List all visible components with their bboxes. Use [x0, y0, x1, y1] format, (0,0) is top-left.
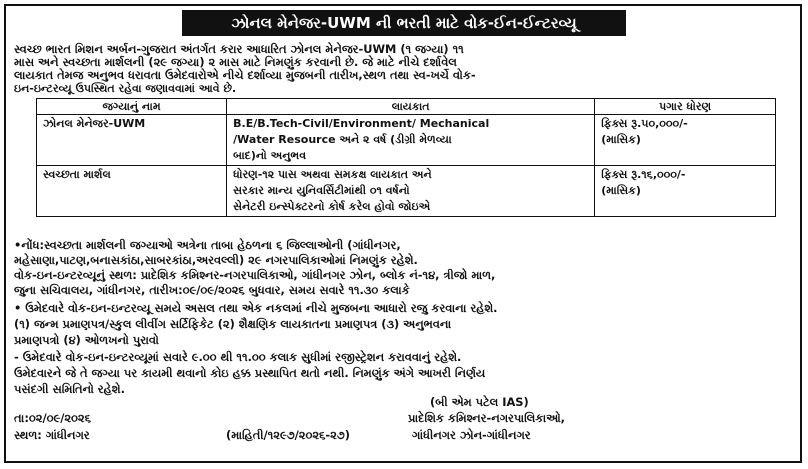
- qualification-line: B.E/B.Tech-Civil/Environment/ Mechanical: [233, 117, 490, 130]
- pay-cell: [595, 166, 776, 217]
- pay-line: ફિક્સ રૂ.૧૬,૦૦૦/-: [601, 168, 686, 181]
- qualification-line: સરકાર માન્ય યુનિવર્સિટીમાંથી ૦૧ વર્ષનો: [233, 184, 410, 197]
- signatory-office: પ્રાદેશિક કમિશ્નર-નગરપાલિકાઓ,: [408, 411, 565, 425]
- intro-line: સ્વચ્છ ભારત મિશન અર્બન-ગુજરાત અંતર્ગત કરાર આધારિત ઝોનલ મેનેજર-UWM (૧ જગ્યા) ૧૧: [14, 42, 464, 56]
- intro-line: લાયકાત તેમજ અનુભવ ધરાવતા ઉમેદવારોએ નીચે દર્શાવ્યા મુજબની તારીખ,સ્થળ તથા સ્વ-ખર્ચે વોક-: [14, 68, 476, 82]
- pay-cell: [595, 115, 776, 166]
- notice-place: સ્થળ: ગાંધીનગર: [14, 428, 90, 442]
- notice-reference: (માહિતી/૧૨૯૭/૨૦૨૬-૨૭): [226, 428, 350, 442]
- qualification-line: સેનેટરી ઇન્સ્પેક્ટરનો કોર્ષ કરેલ હોવો જોઇએ: [233, 200, 431, 213]
- header-qualification: લાયકાત: [227, 99, 595, 115]
- note-line: વોક-ઇન-ઇન્ટરવ્યૂનું સ્થળ: પ્રાદેશિક કમિશ્નર-નગરપાલિકાઓ, ગાંધીનગર ઝોન, બ્લોક નં-૧૪, ત્રીજો માળ,: [14, 268, 496, 282]
- pay-line: (માસિક): [601, 133, 641, 146]
- note-line: મહેસાણા,પાટણ,બનાસકાંઠા,સાબરકાંઠા,અરવલ્લી) ૨૯ નગરપાલિકાઓમાં નિમણુંક રહેશે.: [14, 253, 418, 267]
- qualification-line: /Water Resource અને ૨ વર્ષ (ડીગ્રી મેળવ્યા: [233, 133, 452, 146]
- note-line: પસંદગી સમિતિનો રહેશે.: [14, 382, 125, 396]
- qualification-cell: [227, 166, 595, 217]
- note-line: જુના સચિવાલય, ગાંધીનગર, તારીખ:૦૯/૦૯/૨૦૨૬ બુધવાર, સમય સવારે ૧૧.૩૦ કલાકે: [14, 283, 410, 297]
- notice-title: ઝોનલ મેનેજર-UWM ની ભરતી માટે વોક-ઈન-ઈન્ટરવ્યૂ: [182, 10, 626, 36]
- header-post: જગ્યાનું નામ: [37, 99, 227, 115]
- note-line: • ઉમેદવારે વોક-ઇન-ઇન્ટરવ્યૂ સમયે અસલ તથા એક નકલમાં નીચે મુજબના આધારો રજુ કરવાના રહેશે.: [14, 301, 498, 315]
- notice-date: તા:૦૨/૦૯/૨૦૨૬: [14, 411, 91, 425]
- pay-line: ફિક્સ રૂ.૫૦,૦૦૦/-: [601, 117, 688, 130]
- note-line: ઉમેદવારને જે તે જગ્યા પર કાયમી થવાનો કોઇ હક્ક પ્રસ્થાપિત થતો નથી. નિમણુંક અંગે આખરી નિર્ણય: [14, 366, 486, 380]
- note-line: પ્રમાણપત્રો (૪) ઓળખનો પુરાવો: [14, 333, 159, 347]
- qualification-line: ધોરણ-૧૨ પાસ અથવા સમકક્ષ લાયકાત અને: [233, 168, 432, 181]
- pay-line: (માસિક): [601, 184, 641, 197]
- note-line: •નોંધ:સ્વચ્છતા માર્શલની જગ્યાઓ અત્રેના તાબા હેઠળના ૬ જિલ્લાઓની (ગાંધીનગર,: [14, 238, 401, 252]
- qualification-line: બાદ)નો અનુભવ: [233, 149, 307, 162]
- note-line: (૧) જન્મ પ્રમાણપત્ર/સ્કુલ લીવીંગ સર્ટિફિકેટ (૨) શૈક્ષણિક લાયકાતના પ્રમાણપત્ર (૩) અનુભવના: [14, 317, 452, 331]
- intro-line: માસ અને સ્વચ્છતા માર્શલની (૨૯ જગ્યા) ૨ માસ માટે નિમણુંક કરવાની છે. જે માટે નીચે દર્શાવેલ: [14, 55, 457, 69]
- header-pay: પગાર ધોરણ: [595, 99, 776, 115]
- table-row: [37, 115, 776, 166]
- note-line: - ઉમેદવારે વોક-ઇન-ઇન્ટરવ્યૂમાં સવારે ૯.૦૦ થી ૧૧.૦૦ કલાક સુધીમાં રજીસ્ટ્રેશન કરાવવાનું રહેશે.: [14, 350, 462, 364]
- posts-table: [36, 98, 776, 217]
- table-header-row: [37, 99, 776, 115]
- post-name: સ્વચ્છતા માર્શલ: [37, 166, 227, 217]
- intro-line: ઇન-ઇન્ટરવ્યૂ ઉપસ્થિત રહેવા જણાવવામાં આવે છે.: [14, 82, 237, 95]
- post-name: ઝોનલ મેનેજર-UWM: [37, 115, 227, 166]
- signatory-zone: ગાંધીનગર ઝોન-ગાંધીનગર: [412, 428, 531, 442]
- signatory-name: (બી એમ પટેલ IAS): [430, 395, 529, 409]
- qualification-cell: [227, 115, 595, 166]
- table-row: [37, 166, 776, 217]
